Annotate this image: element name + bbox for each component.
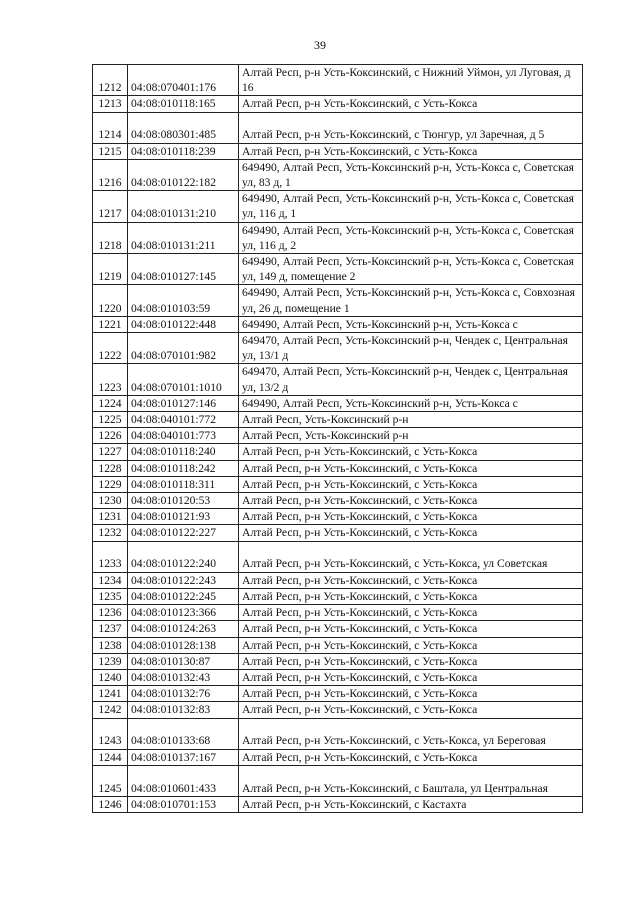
address-cell: Алтай Респ, р-н Усть-Коксинский, с Усть-Кокса — [239, 686, 583, 702]
table-row — [93, 493, 583, 509]
cadastral-number-cell: 04:08:010118:165 — [128, 96, 239, 112]
cadastral-number-cell: 04:08:010701:153 — [128, 796, 239, 812]
row-number-cell: 1225 — [93, 412, 128, 428]
row-number-cell: 1238 — [93, 637, 128, 653]
table-row — [93, 96, 583, 112]
row-number-cell: 1240 — [93, 669, 128, 685]
table-row — [93, 765, 583, 796]
cadastral-number-cell: 04:08:010122:182 — [128, 159, 239, 190]
row-number-cell: 1231 — [93, 509, 128, 525]
cadastral-number-cell: 04:08:010127:145 — [128, 254, 239, 285]
address-cell: Алтай Респ, р-н Усть-Коксинский, с Усть-Кокса — [239, 702, 583, 718]
address-cell: Алтай Респ, р-н Усть-Коксинский, с Кастахта — [239, 796, 583, 812]
row-number-cell: 1243 — [93, 718, 128, 749]
table-row — [93, 509, 583, 525]
row-number-cell: 1226 — [93, 428, 128, 444]
row-number-cell: 1241 — [93, 686, 128, 702]
table-row — [93, 588, 583, 604]
cadastral-number-cell: 04:08:010122:448 — [128, 316, 239, 332]
table-row — [93, 686, 583, 702]
cadastral-number-cell: 04:08:080301:485 — [128, 112, 239, 143]
row-number-cell: 1235 — [93, 588, 128, 604]
cadastral-number-cell: 04:08:010118:239 — [128, 143, 239, 159]
cadastral-number-cell: 04:08:010118:311 — [128, 476, 239, 492]
table-row — [93, 143, 583, 159]
row-number-cell: 1215 — [93, 143, 128, 159]
records-table-body — [93, 65, 583, 813]
table-row — [93, 364, 583, 395]
table-row — [93, 718, 583, 749]
table-row — [93, 621, 583, 637]
row-number-cell: 1212 — [93, 65, 128, 96]
address-cell: 649490, Алтай Респ, Усть-Коксинский р-н, Усть-Кокса с — [239, 395, 583, 411]
table-row — [93, 653, 583, 669]
cadastral-number-cell: 04:08:070401:176 — [128, 65, 239, 96]
cadastral-number-cell: 04:08:010124:263 — [128, 621, 239, 637]
row-number-cell: 1221 — [93, 316, 128, 332]
row-number-cell: 1244 — [93, 749, 128, 765]
table-row — [93, 525, 583, 541]
cadastral-number-cell: 04:08:010122:245 — [128, 588, 239, 604]
row-number-cell: 1214 — [93, 112, 128, 143]
address-cell: Алтай Респ, р-н Усть-Коксинский, с Усть-Кокса — [239, 653, 583, 669]
address-cell: 649490, Алтай Респ, Усть-Коксинский р-н, Усть-Кокса с, Совхозная ул, 26 д, помещение 1 — [239, 285, 583, 316]
cadastral-number-cell: 04:08:070101:982 — [128, 333, 239, 364]
table-row — [93, 254, 583, 285]
cadastral-number-cell: 04:08:010130:87 — [128, 653, 239, 669]
row-number-cell: 1232 — [93, 525, 128, 541]
address-cell: Алтай Респ, р-н Усть-Коксинский, с Усть-Кокса — [239, 143, 583, 159]
table-row — [93, 412, 583, 428]
table-row — [93, 316, 583, 332]
row-number-cell: 1239 — [93, 653, 128, 669]
table-row — [93, 476, 583, 492]
table-row — [93, 572, 583, 588]
row-number-cell: 1245 — [93, 765, 128, 796]
cadastral-number-cell: 04:08:010120:53 — [128, 493, 239, 509]
row-number-cell: 1223 — [93, 364, 128, 395]
address-cell: Алтай Респ, р-н Усть-Коксинский, с Усть-Кокса — [239, 509, 583, 525]
row-number-cell: 1216 — [93, 159, 128, 190]
row-number-cell: 1217 — [93, 191, 128, 222]
address-cell: 649490, Алтай Респ, Усть-Коксинский р-н, Усть-Кокса с, Советская ул, 116 д, 1 — [239, 191, 583, 222]
address-cell: 649490, Алтай Респ, Усть-Коксинский р-н, Усть-Кокса с, Советская ул, 149 д, помещение 2 — [239, 254, 583, 285]
cadastral-number-cell: 04:08:010123:366 — [128, 605, 239, 621]
table-row — [93, 285, 583, 316]
table-row — [93, 702, 583, 718]
cadastral-number-cell: 04:08:010103:59 — [128, 285, 239, 316]
cadastral-number-cell: 04:08:070101:1010 — [128, 364, 239, 395]
address-cell: Алтай Респ, р-н Усть-Коксинский, с Усть-Кокса — [239, 572, 583, 588]
cadastral-number-cell: 04:08:010131:211 — [128, 222, 239, 253]
row-number-cell: 1224 — [93, 395, 128, 411]
row-number-cell: 1229 — [93, 476, 128, 492]
cadastral-number-cell: 04:08:010132:83 — [128, 702, 239, 718]
row-number-cell: 1230 — [93, 493, 128, 509]
records-table — [92, 64, 583, 813]
cadastral-number-cell: 04:08:040101:772 — [128, 412, 239, 428]
address-cell: Алтай Респ, р-н Усть-Коксинский, с Усть-Кокса — [239, 621, 583, 637]
row-number-cell: 1213 — [93, 96, 128, 112]
address-cell: Алтай Респ, р-н Усть-Коксинский, с Усть-Кокса — [239, 493, 583, 509]
cadastral-number-cell: 04:08:010137:167 — [128, 749, 239, 765]
table-row — [93, 541, 583, 572]
address-cell: Алтай Респ, Усть-Коксинский р-н — [239, 412, 583, 428]
table-row — [93, 605, 583, 621]
cadastral-number-cell: 04:08:010122:240 — [128, 541, 239, 572]
row-number-cell: 1234 — [93, 572, 128, 588]
address-cell: Алтай Респ, р-н Усть-Коксинский, с Усть-Кокса — [239, 749, 583, 765]
table-row — [93, 159, 583, 190]
table-row — [93, 796, 583, 812]
cadastral-number-cell: 04:08:010118:240 — [128, 444, 239, 460]
address-cell: Алтай Респ, р-н Усть-Коксинский, с Усть-Кокса — [239, 444, 583, 460]
table-row — [93, 222, 583, 253]
row-number-cell: 1242 — [93, 702, 128, 718]
address-cell: 649490, Алтай Респ, Усть-Коксинский р-н, Усть-Кокса с, Советская ул, 83 д, 1 — [239, 159, 583, 190]
table-row — [93, 333, 583, 364]
row-number-cell: 1228 — [93, 460, 128, 476]
cadastral-number-cell: 04:08:010127:146 — [128, 395, 239, 411]
address-cell: Алтай Респ, р-н Усть-Коксинский, с Тюнгур, ул Заречная, д 5 — [239, 112, 583, 143]
row-number-cell: 1236 — [93, 605, 128, 621]
address-cell: Алтай Респ, р-н Усть-Коксинский, с Усть-Кокса — [239, 605, 583, 621]
address-cell: Алтай Респ, р-н Усть-Коксинский, с Усть-Кокса, ул Береговая — [239, 718, 583, 749]
table-row — [93, 112, 583, 143]
address-cell: Алтай Респ, р-н Усть-Коксинский, с Усть-Кокса — [239, 476, 583, 492]
row-number-cell: 1227 — [93, 444, 128, 460]
cadastral-number-cell: 04:08:010133:68 — [128, 718, 239, 749]
row-number-cell: 1218 — [93, 222, 128, 253]
table-row — [93, 444, 583, 460]
address-cell: Алтай Респ, Усть-Коксинский р-н — [239, 428, 583, 444]
table-row — [93, 191, 583, 222]
row-number-cell: 1233 — [93, 541, 128, 572]
cadastral-number-cell: 04:08:040101:773 — [128, 428, 239, 444]
address-cell: Алтай Респ, р-н Усть-Коксинский, с Усть-Кокса — [239, 96, 583, 112]
address-cell: Алтай Респ, р-н Усть-Коксинский, с Усть-Кокса — [239, 637, 583, 653]
table-row — [93, 637, 583, 653]
row-number-cell: 1237 — [93, 621, 128, 637]
address-cell: Алтай Респ, р-н Усть-Коксинский, с Усть-Кокса — [239, 669, 583, 685]
cadastral-number-cell: 04:08:010122:227 — [128, 525, 239, 541]
address-cell: Алтай Респ, р-н Усть-Коксинский, с Усть-Кокса — [239, 588, 583, 604]
table-row — [93, 428, 583, 444]
table-row — [93, 749, 583, 765]
table-row — [93, 65, 583, 96]
address-cell: Алтай Респ, р-н Усть-Коксинский, с Баштала, ул Центральная — [239, 765, 583, 796]
page-number: 39 — [314, 38, 326, 52]
table-row — [93, 460, 583, 476]
cadastral-number-cell: 04:08:010601:433 — [128, 765, 239, 796]
address-cell: 649490, Алтай Респ, Усть-Коксинский р-н, Усть-Кокса с — [239, 316, 583, 332]
row-number-cell: 1222 — [93, 333, 128, 364]
address-cell: Алтай Респ, р-н Усть-Коксинский, с Усть-Кокса — [239, 525, 583, 541]
row-number-cell: 1220 — [93, 285, 128, 316]
address-cell: Алтай Респ, р-н Усть-Коксинский, с Усть-Кокса, ул Советская — [239, 541, 583, 572]
cadastral-number-cell: 04:08:010122:243 — [128, 572, 239, 588]
cadastral-number-cell: 04:08:010132:43 — [128, 669, 239, 685]
address-cell: Алтай Респ, р-н Усть-Коксинский, с Нижний Уймон, ул Луговая, д 16 — [239, 65, 583, 96]
row-number-cell: 1246 — [93, 796, 128, 812]
address-cell: Алтай Респ, р-н Усть-Коксинский, с Усть-Кокса — [239, 460, 583, 476]
cadastral-number-cell: 04:08:010132:76 — [128, 686, 239, 702]
cadastral-number-cell: 04:08:010128:138 — [128, 637, 239, 653]
row-number-cell: 1219 — [93, 254, 128, 285]
address-cell: 649470, Алтай Респ, Усть-Коксинский р-н, Чендек с, Центральная ул, 13/2 д — [239, 364, 583, 395]
table-row — [93, 669, 583, 685]
address-cell: 649490, Алтай Респ, Усть-Коксинский р-н, Усть-Кокса с, Советская ул, 116 д, 2 — [239, 222, 583, 253]
cadastral-number-cell: 04:08:010118:242 — [128, 460, 239, 476]
cadastral-number-cell: 04:08:010131:210 — [128, 191, 239, 222]
table-row — [93, 395, 583, 411]
address-cell: 649470, Алтай Респ, Усть-Коксинский р-н, Чендек с, Центральная ул, 13/1 д — [239, 333, 583, 364]
cadastral-number-cell: 04:08:010121:93 — [128, 509, 239, 525]
